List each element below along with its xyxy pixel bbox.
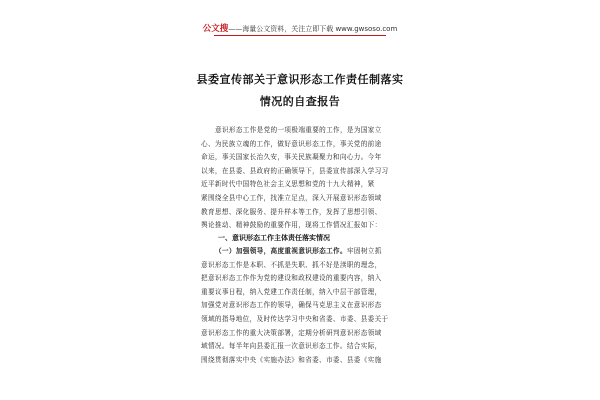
- header-divider: [214, 35, 386, 36]
- header-tagline: 海量公文资料，关注立即下载 www.gwsoso.com: [242, 25, 398, 33]
- paragraph-line: 意识形态工作是本职、不抓是失职、抓不好是渎职的理念，: [201, 260, 382, 269]
- paragraph-line: 命运，事关国家长治久安，事关民族凝聚力和向心力。今年: [201, 153, 382, 162]
- subsection-lead-rest: 牢固树立抓: [346, 247, 382, 255]
- subsection-lead: （一）加强领导，高度重视意识形态工作。: [215, 247, 347, 255]
- paragraph-line: 意识形态工作是党的一项极端重要的工作，是为国家立: [215, 126, 382, 134]
- document-title-line-1: 县委宣传部关于意识形态工作责任制落实: [196, 73, 404, 86]
- paragraph-line: 领域的指导地位，及时传达学习中央和省委、市委、县委关于: [201, 314, 389, 323]
- paragraph-line: [201, 245, 406, 259]
- paragraph-line: 加强党对意识形态工作的领导，确保马克思主义在意识形态: [201, 301, 382, 310]
- paragraph-line: 紧围绕全县中心工作，找准立足点，深入开展意识形态领域: [201, 193, 382, 202]
- paragraph-line: 把意识形态工作作为党的建设和政权建设的重要内容，纳入: [201, 274, 382, 283]
- paragraph-line: 域情况。每半年向县委汇报一次意识形态工作。结合实际，: [201, 342, 382, 351]
- paragraph-line: 近平新时代中国特色社会主义思想和党的十九大精神，紧: [201, 180, 375, 189]
- paragraph-line: 围绕贯彻落实中央《实施办法》和省委、市委、县委《实施: [201, 355, 382, 364]
- paragraph-line: 意识形态工作的重大决策部署，定期分析研判意识形态领域: [201, 328, 382, 337]
- section-1-paragraph: [201, 245, 406, 367]
- site-header: [0, 22, 600, 34]
- document-title-line-2: 情况的自查报告: [259, 95, 341, 108]
- brand-logo-text[interactable]: 公文搜: [202, 24, 229, 34]
- paragraph-line: 舆论推动、精神鼓励的重要作用，现将工作情况汇报如下：: [201, 221, 382, 230]
- header-separator: ——: [228, 25, 243, 33]
- paragraph-line: 重要议事日程，纳入党建工作责任制，纳入中层干部管理，: [201, 287, 382, 296]
- paragraph-line: 以来，在县委、县政府的正确领导下，县委宣传部深入学习习: [201, 166, 389, 175]
- intro-paragraph: [201, 124, 406, 233]
- section-heading-1: 一、意识形态工作主体责任落实情况: [218, 234, 330, 242]
- paragraph-line: 教育思想、深化服务、提升样本等工作，发挥了思想引领、: [201, 207, 382, 216]
- paragraph-line: 心、为民族立魂的工作，做好意识形态工作，事关党的前途: [201, 139, 382, 148]
